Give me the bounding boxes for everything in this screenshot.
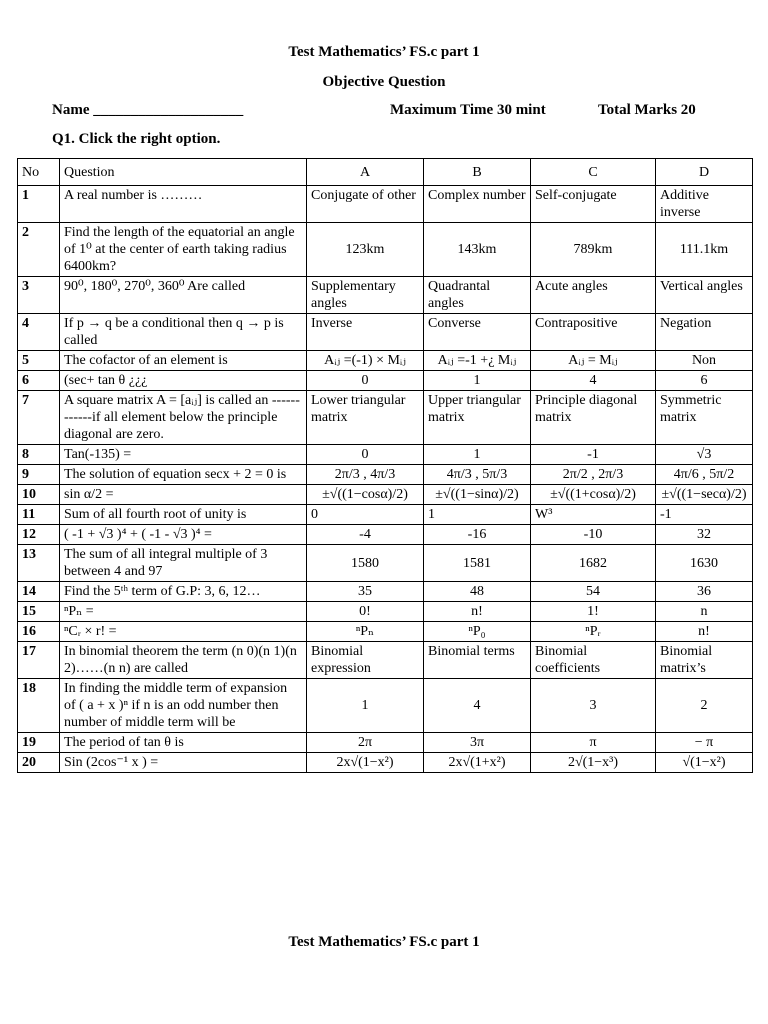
option-a-cell[interactable]: Aᵢⱼ =(-1) × Mᵢⱼ	[307, 351, 424, 371]
question-cell: Tan(-135) =	[60, 445, 307, 465]
option-a-cell[interactable]: 0!	[307, 602, 424, 622]
col-header-a: A	[307, 159, 424, 186]
option-c-cell[interactable]: W³	[531, 505, 656, 525]
no-cell: 5	[18, 351, 60, 371]
table-row	[18, 545, 753, 582]
option-b-cell[interactable]: 2x√(1+x²)	[424, 753, 531, 773]
question-cell: Sum of all fourth root of unity is	[60, 505, 307, 525]
option-b-cell[interactable]: 3π	[424, 733, 531, 753]
option-d-cell[interactable]: 111.1km	[656, 223, 753, 277]
option-c-cell[interactable]: -10	[531, 525, 656, 545]
instruction-text: Q1. Click the right option.	[52, 131, 221, 147]
question-cell: 90⁰, 180⁰, 270⁰, 360⁰ Are called	[60, 277, 307, 314]
page-subtitle: Objective Question	[322, 74, 446, 90]
option-b-cell[interactable]: n!	[424, 602, 531, 622]
table-row	[18, 733, 753, 753]
option-b-cell[interactable]: 1581	[424, 545, 531, 582]
table-row	[18, 753, 753, 773]
table-row	[18, 351, 753, 371]
no-cell: 10	[18, 485, 60, 505]
no-cell: 20	[18, 753, 60, 773]
option-a-cell[interactable]: 1	[307, 679, 424, 733]
option-d-cell[interactable]: Negation	[656, 314, 753, 351]
option-c-cell[interactable]: π	[531, 733, 656, 753]
option-c-cell[interactable]: ±√((1+cosα)/2)	[531, 485, 656, 505]
option-d-cell[interactable]: √(1−x²)	[656, 753, 753, 773]
option-c-cell[interactable]: 3	[531, 679, 656, 733]
option-b-cell[interactable]: Aᵢⱼ =-1 +¿ Mᵢⱼ	[424, 351, 531, 371]
question-cell: ⁿCᵣ × r! =	[60, 622, 307, 642]
question-cell: In binomial theorem the term (n 0)(n 1)(n 2)……(n n) are called	[60, 642, 307, 679]
question-cell: If p → q be a conditional then q → p is called	[60, 314, 307, 351]
option-b-cell[interactable]: Upper triangular matrix	[424, 391, 531, 445]
question-cell: In finding the middle term of expansion of ( a + x )ⁿ if n is an odd number then number of middle term will be	[60, 679, 307, 733]
option-b-cell[interactable]: 1	[424, 505, 531, 525]
no-cell: 13	[18, 545, 60, 582]
option-a-cell[interactable]: 2π/3 , 4π/3	[307, 465, 424, 485]
no-cell: 16	[18, 622, 60, 642]
max-time-label: Maximum Time 30 mint	[390, 102, 546, 118]
no-cell: 9	[18, 465, 60, 485]
question-cell: sin α/2 =	[60, 485, 307, 505]
table-row	[18, 223, 753, 277]
option-c-cell[interactable]: -1	[531, 445, 656, 465]
option-b-cell[interactable]: 4π/3 , 5π/3	[424, 465, 531, 485]
option-a-cell[interactable]: ⁿPₙ	[307, 622, 424, 642]
question-cell: The sum of all integral multiple of 3 between 4 and 97	[60, 545, 307, 582]
option-a-cell[interactable]: -4	[307, 525, 424, 545]
option-b-cell[interactable]: 4	[424, 679, 531, 733]
table-row	[18, 485, 753, 505]
table-row	[18, 465, 753, 485]
option-b-cell[interactable]: Converse	[424, 314, 531, 351]
option-d-cell[interactable]: ±√((1−secα)/2)	[656, 485, 753, 505]
option-d-cell[interactable]: n!	[656, 622, 753, 642]
table-row	[18, 391, 753, 445]
option-b-cell[interactable]: ⁿP₀	[424, 622, 531, 642]
option-b-cell[interactable]: -16	[424, 525, 531, 545]
question-cell: Find the 5ᵗʰ term of G.P: 3, 6, 12…	[60, 582, 307, 602]
page-title: Test Mathematics’ FS.c part 1	[288, 44, 480, 60]
question-cell: A real number is ………	[60, 186, 307, 223]
option-c-cell[interactable]: 4	[531, 371, 656, 391]
no-cell: 19	[18, 733, 60, 753]
table-row	[18, 602, 753, 622]
no-cell: 11	[18, 505, 60, 525]
option-d-cell[interactable]: 36	[656, 582, 753, 602]
no-cell: 3	[18, 277, 60, 314]
option-a-cell[interactable]: ±√((1−cosα)/2)	[307, 485, 424, 505]
question-cell: Find the length of the equatorial an angle of 1⁰ at the center of earth taking radius 6400km?	[60, 223, 307, 277]
col-header-c: C	[531, 159, 656, 186]
option-b-cell[interactable]: ±√((1−sinα)/2)	[424, 485, 531, 505]
option-b-cell[interactable]: Complex number	[424, 186, 531, 223]
option-d-cell[interactable]: 4π/6 , 5π/2	[656, 465, 753, 485]
table-row	[18, 371, 753, 391]
option-c-cell[interactable]: 1682	[531, 545, 656, 582]
option-a-cell[interactable]: 35	[307, 582, 424, 602]
table-row	[18, 445, 753, 465]
option-c-cell[interactable]: Contrapositive	[531, 314, 656, 351]
option-c-cell[interactable]: Principle diagonal matrix	[531, 391, 656, 445]
option-a-cell[interactable]: Lower triangular matrix	[307, 391, 424, 445]
option-b-cell[interactable]: 143km	[424, 223, 531, 277]
col-header-b: B	[424, 159, 531, 186]
option-b-cell[interactable]: 48	[424, 582, 531, 602]
question-cell: ⁿPₙ =	[60, 602, 307, 622]
option-a-cell[interactable]: 123km	[307, 223, 424, 277]
table-row	[18, 186, 753, 223]
option-c-cell[interactable]: Acute angles	[531, 277, 656, 314]
option-b-cell[interactable]: Quadrantal angles	[424, 277, 531, 314]
option-d-cell[interactable]: -1	[656, 505, 753, 525]
option-d-cell[interactable]: 1630	[656, 545, 753, 582]
no-cell: 8	[18, 445, 60, 465]
no-cell: 7	[18, 391, 60, 445]
option-c-cell[interactable]: 2π/2 , 2π/3	[531, 465, 656, 485]
option-b-cell[interactable]: 1	[424, 445, 531, 465]
option-b-cell[interactable]: Binomial terms	[424, 642, 531, 679]
option-c-cell[interactable]: 54	[531, 582, 656, 602]
table-row	[18, 582, 753, 602]
option-a-cell[interactable]: Inverse	[307, 314, 424, 351]
option-d-cell[interactable]: 2	[656, 679, 753, 733]
option-d-cell[interactable]: Symmetric matrix	[656, 391, 753, 445]
table-header-row	[18, 159, 753, 186]
table-row	[18, 622, 753, 642]
no-cell: 1	[18, 186, 60, 223]
option-d-cell[interactable]: n	[656, 602, 753, 622]
option-a-cell[interactable]: 0	[307, 505, 424, 525]
option-d-cell[interactable]: Binomial matrix’s	[656, 642, 753, 679]
no-cell: 4	[18, 314, 60, 351]
option-c-cell[interactable]: Aᵢⱼ = Mᵢⱼ	[531, 351, 656, 371]
option-c-cell[interactable]: Binomial coefficients	[531, 642, 656, 679]
no-cell: 18	[18, 679, 60, 733]
option-d-cell[interactable]: Additive inverse	[656, 186, 753, 223]
option-c-cell[interactable]: ⁿPᵣ	[531, 622, 656, 642]
option-d-cell[interactable]: 32	[656, 525, 753, 545]
question-cell: A square matrix A = [aᵢⱼ] is called an ------------if all element below the principle diagonal are zero.	[60, 391, 307, 445]
page-footer: Test Mathematics’ FS.c part 1	[288, 934, 480, 950]
option-d-cell[interactable]: √3	[656, 445, 753, 465]
option-d-cell[interactable]: Non	[656, 351, 753, 371]
table-row	[18, 277, 753, 314]
option-a-cell[interactable]: 0	[307, 371, 424, 391]
option-c-cell[interactable]: 789km	[531, 223, 656, 277]
table-row	[18, 314, 753, 351]
question-cell: Sin (2cos⁻¹ x ) =	[60, 753, 307, 773]
name-field-label: Name ____________________	[52, 102, 244, 118]
question-cell: (sec+ tan θ ¿¿¿	[60, 371, 307, 391]
question-cell: The solution of equation secx + 2 = 0 is	[60, 465, 307, 485]
no-cell: 2	[18, 223, 60, 277]
table-row	[18, 642, 753, 679]
no-cell: 14	[18, 582, 60, 602]
col-header-no: No	[18, 159, 60, 186]
total-marks-label: Total Marks 20	[598, 102, 696, 118]
option-c-cell[interactable]: 1!	[531, 602, 656, 622]
no-cell: 6	[18, 371, 60, 391]
col-header-question: Question	[60, 159, 307, 186]
option-b-cell[interactable]: 1	[424, 371, 531, 391]
question-cell: ( -1 + √3 )⁴ + ( -1 - √3 )⁴ =	[60, 525, 307, 545]
option-c-cell[interactable]: Self-conjugate	[531, 186, 656, 223]
option-a-cell[interactable]: 1580	[307, 545, 424, 582]
table-row	[18, 505, 753, 525]
no-cell: 12	[18, 525, 60, 545]
option-a-cell[interactable]: 2x√(1−x²)	[307, 753, 424, 773]
question-cell: The cofactor of an element is	[60, 351, 307, 371]
option-d-cell[interactable]: 6	[656, 371, 753, 391]
col-header-d: D	[656, 159, 753, 186]
option-a-cell[interactable]: Conjugate of other	[307, 186, 424, 223]
question-cell: The period of tan θ is	[60, 733, 307, 753]
no-cell: 17	[18, 642, 60, 679]
option-a-cell[interactable]: 0	[307, 445, 424, 465]
option-a-cell[interactable]: Supplementary angles	[307, 277, 424, 314]
option-c-cell[interactable]: 2√(1−x³)	[531, 753, 656, 773]
no-cell: 15	[18, 602, 60, 622]
table-row	[18, 679, 753, 733]
option-a-cell[interactable]: Binomial expression	[307, 642, 424, 679]
question-table	[17, 158, 753, 773]
table-row	[18, 525, 753, 545]
option-d-cell[interactable]: Vertical angles	[656, 277, 753, 314]
option-d-cell[interactable]: − π	[656, 733, 753, 753]
option-a-cell[interactable]: 2π	[307, 733, 424, 753]
